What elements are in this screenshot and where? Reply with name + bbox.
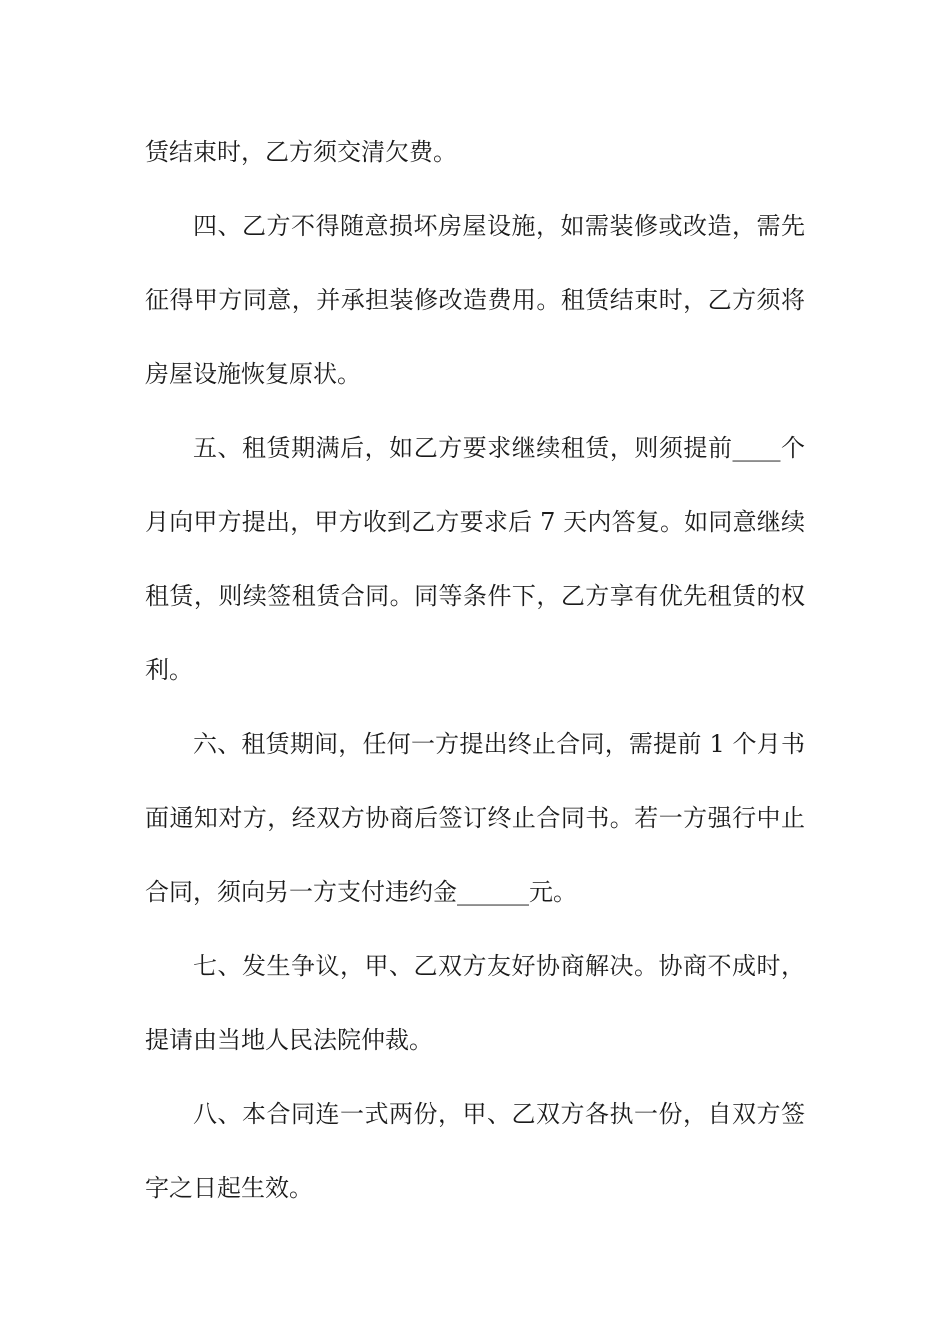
clause-4-line-1: 四、乙方不得随意损坏房屋设施，如需装修或改造，需先 [193, 212, 805, 240]
clause-5-line-3: 租赁，则续签租赁合同。同等条件下，乙方享有优先租赁的权 [145, 582, 805, 610]
clause-4-line-3: 房屋设施恢复原状。 [145, 360, 361, 388]
clause-8-line-2: 字之日起生效。 [145, 1174, 313, 1202]
clause-7-line-1: 七、发生争议，甲、乙双方友好协商解决。协商不成时， [193, 952, 805, 980]
clause-8-line-1: 八、本合同连一式两份，甲、乙双方各执一份，自双方签 [193, 1100, 805, 1128]
clause-7-line-2: 提请由当地人民法院仲裁。 [145, 1026, 433, 1054]
text-line-1: 赁结束时，乙方须交清欠费。 [145, 138, 457, 166]
clause-6-line-1: 六、租赁期间，任何一方提出终止合同，需提前 1 个月书 [193, 730, 805, 758]
clause-6-line-3: 合同，须向另一方支付违约金______元。 [145, 878, 577, 906]
clause-6-line-2: 面通知对方，经双方协商后签订终止合同书。若一方强行中止 [145, 804, 805, 832]
clause-4-line-2: 征得甲方同意，并承担装修改造费用。租赁结束时，乙方须将 [145, 286, 805, 314]
clause-5-line-1: 五、租赁期满后，如乙方要求继续租赁，则须提前____个 [193, 434, 805, 462]
clause-5-line-2: 月向甲方提出，甲方收到乙方要求后 7 天内答复。如同意继续 [145, 508, 805, 536]
clause-5-line-4: 利。 [145, 656, 193, 684]
